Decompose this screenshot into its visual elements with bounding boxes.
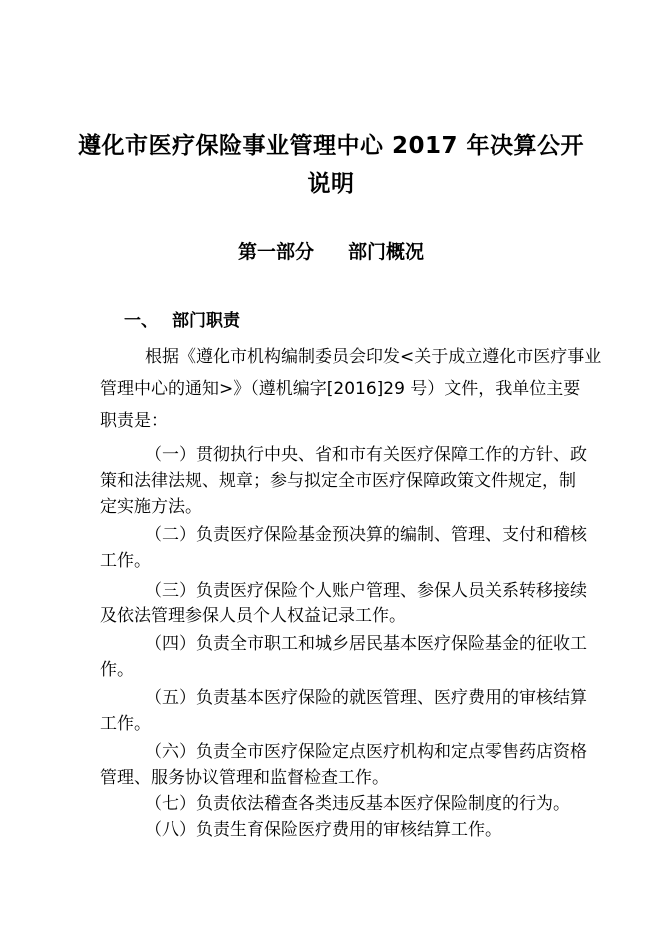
paragraph-line: 工作。 — [100, 551, 151, 571]
section-heading — [124, 309, 240, 333]
section-number: 一、 — [124, 311, 158, 331]
duty-item-8: （八）负责生育保险医疗费用的审核结算工作。 — [145, 820, 502, 840]
paragraph-line: 根据《遵化市机构编制委员会印发<关于成立遵化市医疗事业 — [145, 347, 602, 367]
document-title-line-1: 遵化市医疗保险事业管理中心 2017 年决算公开 — [77, 133, 585, 159]
paragraph-line: 及依法管理参保人员个人权益记录工作。 — [100, 606, 406, 626]
paragraph-line: 作。 — [100, 660, 134, 680]
paragraph-line: 策和法律法规、规章；参与拟定全市医疗保障政策文件规定，制 — [100, 471, 576, 491]
paragraph-line: 定实施方法。 — [100, 497, 202, 517]
duty-item-5: （五）负责基本医疗保险的就医管理、医疗费用的审核结算 — [145, 688, 587, 708]
paragraph-line: 工作。 — [100, 714, 151, 734]
duty-item-6: （六）负责全市医疗保险定点医疗机构和定点零售药店资格 — [145, 742, 587, 762]
paragraph-line: 管理、服务协议管理和监督检查工作。 — [100, 768, 389, 788]
duty-item-7: （七）负责依法稽查各类违反基本医疗保险制度的行为。 — [145, 794, 570, 814]
duty-item-3: （三）负责医疗保险个人账户管理、参保人员关系转移接续 — [145, 581, 587, 601]
part-name: 部门概况 — [348, 241, 425, 263]
duty-item-1: （一）贯彻执行中央、省和市有关医疗保障工作的方针、政 — [145, 445, 587, 465]
duty-item-4: （四）负责全市职工和城乡居民基本医疗保险基金的征收工 — [145, 634, 587, 654]
duty-item-2: （二）负责医疗保险基金预决算的编制、管理、支付和稽核 — [145, 525, 587, 545]
part-heading — [60, 238, 602, 266]
paragraph-line: 职责是： — [100, 411, 168, 431]
paragraph-line: 管理中心的通知>》（遵机编字[2016]29 号）文件，我单位主要 — [100, 379, 581, 399]
section-name: 部门职责 — [172, 311, 240, 331]
part-number: 第一部分 — [237, 241, 314, 263]
document-title-line-2: 说明 — [307, 171, 355, 197]
